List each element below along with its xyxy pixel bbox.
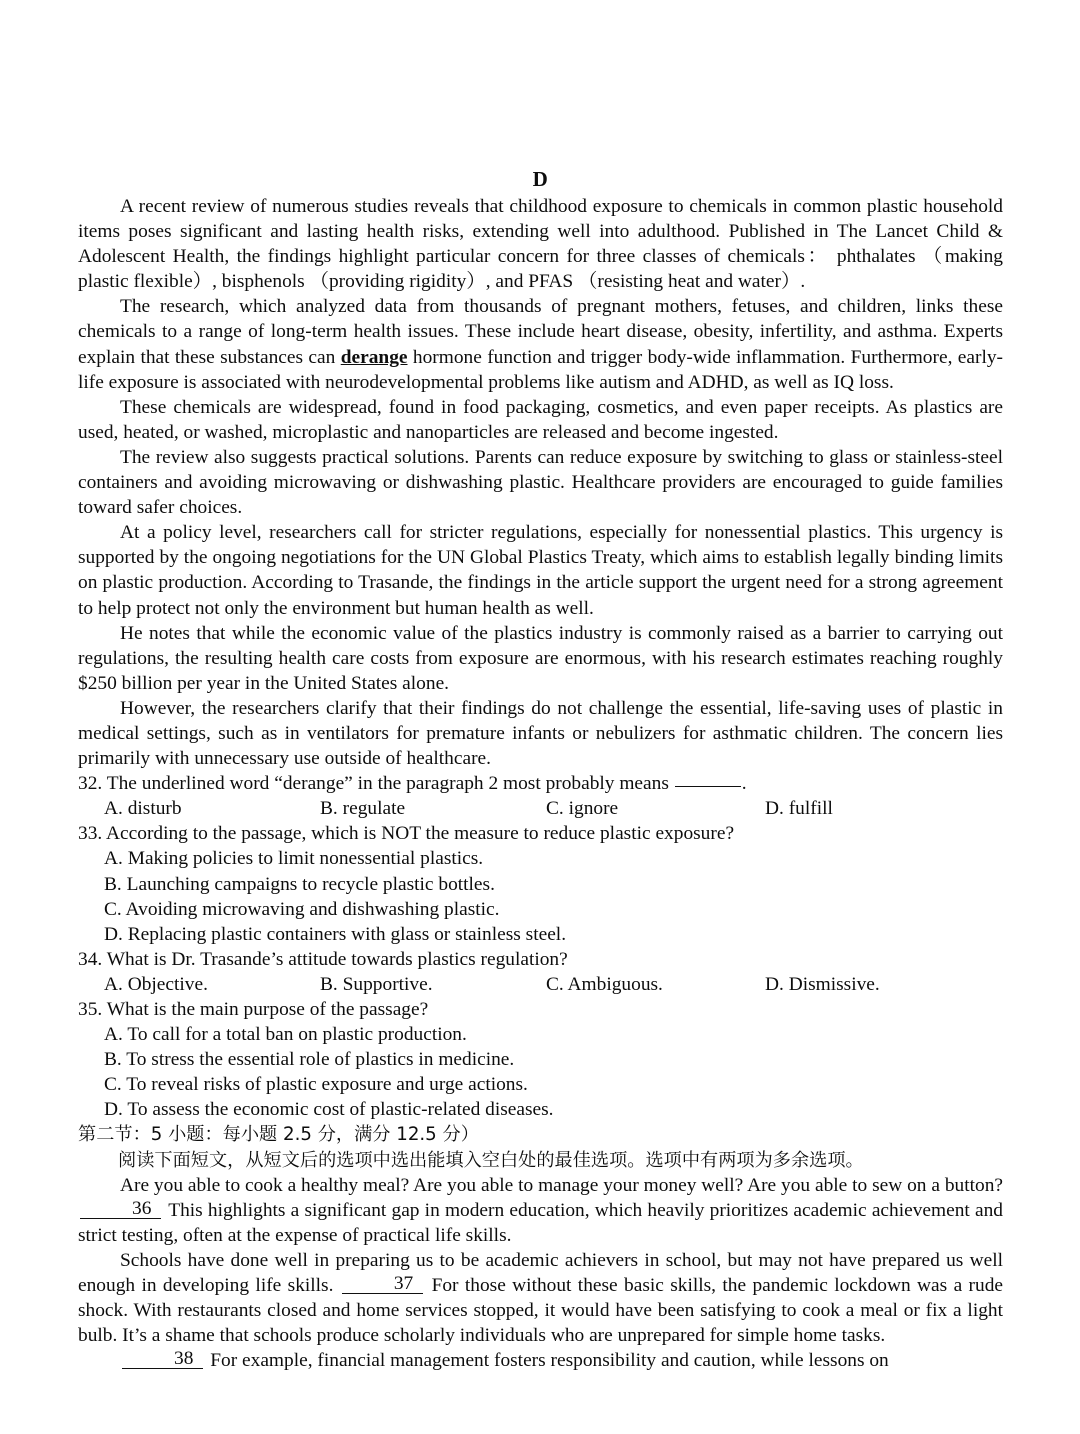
- blank-38[interactable]: 38: [122, 1349, 203, 1369]
- blank-36[interactable]: 36: [80, 1199, 161, 1219]
- page-content: [78, 166, 1003, 1373]
- question-33-option-b[interactable]: B. Launching campaigns to recycle plastic bottles.: [104, 873, 495, 895]
- question-33-options: [78, 846, 1003, 946]
- question-35-stem: [78, 997, 1003, 1022]
- section-two-paragraph-2-part1: Schools have done well in preparing us to be academic achievers in school, but may not have prepared us well enough in developing life skills.: [78, 1249, 1003, 1297]
- question-35-option-d[interactable]: D. To assess the economic cost of plastic-related diseases.: [104, 1099, 554, 1121]
- question-32-option-a[interactable]: A. disturb: [104, 798, 182, 820]
- question-32-option-c[interactable]: C. ignore: [546, 798, 619, 820]
- passage-paragraph-7: [78, 696, 1003, 771]
- passage-section-letter: D: [532, 167, 549, 191]
- paragraph-7-text: However, the researchers clarify that their findings do not challenge the essential, life-saving uses of plastic in medical settings, such as in ventilators for premature infants or nebulizers for asthmatic children. The concern lies primarily with unnecessary use outside of healthcare.: [78, 697, 1003, 770]
- paragraph-1-text: A recent review of numerous studies reveals that childhood exposure to chemicals in common plastic household items poses significant and lasting health risks, extending well into adulthood. Published in The Lancet Child & Adolescent Health, the findings highlight particular concern for three classes of chemicals： phthalates （making plastic flexible）, bisphenols （providing rigidity）, and PFAS （resisting heat and water）.: [78, 196, 1003, 293]
- paragraph-5-text: At a policy level, researchers call for stricter regulations, especially for nonessential plastics. This urgency is supported by the ongoing negotiations for the UN Global Plastics Treaty, which aims to establish legally binding limits on plastic production. According to Trasande, the findings in the article support the urgent need for a strong agreement to help protect not only the environment but human health as well.: [78, 522, 1003, 619]
- section-two-paragraph-1: [78, 1173, 1003, 1248]
- question-34-option-c[interactable]: C. Ambiguous.: [546, 973, 663, 995]
- question-33-stem: [78, 821, 1003, 846]
- section-two-paragraph-1-part2: This highlights a significant gap in modern education, which heavily prioritizes academic achievement and strict testing, often at the expense of practical life skills.: [78, 1199, 1003, 1246]
- question-32-options: [78, 796, 1003, 821]
- question-32-option-b[interactable]: B. regulate: [320, 798, 406, 820]
- question-33-number: 33.: [78, 823, 103, 845]
- passage-paragraph-4: [78, 445, 1003, 520]
- passage-paragraph-6: [78, 621, 1003, 696]
- question-34-number: 34.: [78, 948, 103, 970]
- underlined-word-derange: derange: [340, 346, 408, 368]
- question-33-stem-text: According to the passage, which is NOT the measure to reduce plastic exposure?: [106, 823, 735, 845]
- paragraph-3-text: These chemicals are widespread, found in food packaging, cosmetics, and even paper receipts. As plastics are used, heated, or washed, microplastic and nanoparticles are released and become ingested.: [78, 396, 1003, 443]
- question-33-option-d[interactable]: D. Replacing plastic containers with glass or stainless steel.: [104, 923, 567, 945]
- question-32-number: 32.: [78, 773, 103, 795]
- question-35-stem-text: What is the main purpose of the passage?: [106, 999, 429, 1020]
- passage-paragraph-2: [78, 294, 1003, 394]
- question-32-stem-text: The underlined word “derange” in the paragraph 2 most probably means: [106, 773, 674, 795]
- question-32-option-d[interactable]: D. fulfill: [765, 798, 833, 820]
- question-34-options: [78, 972, 1003, 997]
- section-two-instruction: 阅读下面短文，从短文后的选项中选出能填入空白处的最佳选项。选项中有两项为多余选项。: [118, 1149, 864, 1171]
- question-32-stem-tail: .: [741, 773, 747, 795]
- question-35-options: [78, 1022, 1003, 1122]
- question-33-option-c[interactable]: C. Avoiding microwaving and dishwashing plastic.: [104, 898, 500, 920]
- section-two-paragraph-2-part2: For those without these basic skills, the pandemic lockdown was a rude shock. With restaurants closed and home services stopped, it would have been satisfying to cook a meal or fix a light bulb. It’s a shame that schools produce scholarly individuals who are unprepared for simple home tasks.: [78, 1275, 1003, 1347]
- section-two-heading: 第二节：5 小题：每小题 2.5 分，满分 12.5 分）: [78, 1124, 479, 1146]
- question-35-option-a[interactable]: A. To call for a total ban on plastic production.: [104, 1024, 467, 1046]
- section-two-paragraph-2: [78, 1248, 1003, 1348]
- question-35-option-b[interactable]: B. To stress the essential role of plastics in medicine.: [104, 1049, 515, 1071]
- passage-paragraph-1: [78, 194, 1003, 294]
- section-two-paragraph-3: [78, 1348, 1003, 1373]
- question-34-option-b[interactable]: B. Supportive.: [320, 973, 433, 995]
- blank-37[interactable]: 37: [342, 1274, 423, 1294]
- paragraph-2-text-part2: hormone function and trigger body-wide inflammation. Furthermore, early-life exposure is associated with neurodevelopmental problems like autism and ADHD, as well as IQ loss.: [78, 346, 1003, 393]
- paragraph-6-text: He notes that while the economic value of the plastics industry is commonly raised as a barrier to carrying out regulations, the resulting health care costs from exposure are enormous, with his research estimates reaching roughly $250 billion per year in the United States alone.: [78, 622, 1003, 694]
- question-34-stem-text: What is Dr. Trasande’s attitude towards plastics regulation?: [106, 948, 568, 970]
- question-35-option-c[interactable]: C. To reveal risks of plastic exposure and urge actions.: [104, 1074, 528, 1096]
- passage-paragraph-5: [78, 520, 1003, 620]
- paragraph-4-text: The review also suggests practical solutions. Parents can reduce exposure by switching to glass or stainless-steel containers and avoiding microwaving or dishwashing plastic. Healthcare providers are encouraged to guide families toward safer choices.: [78, 446, 1003, 519]
- question-32-stem: [78, 771, 1003, 796]
- section-two-paragraph-3-part2: For example, financial management fosters responsibility and caution, while lessons on: [205, 1350, 889, 1372]
- question-34-stem: [78, 947, 1003, 972]
- question-34-option-d[interactable]: D. Dismissive.: [765, 973, 880, 995]
- question-34-option-a[interactable]: A. Objective.: [104, 973, 208, 995]
- question-32-answer-blank[interactable]: [675, 786, 741, 787]
- question-35-number: 35.: [78, 999, 103, 1020]
- paragraph-2-text-part1: The research, which analyzed data from thousands of pregnant mothers, fetuses, and children, links these chemicals to a range of long-term health issues. These include heart disease, obesity, infertility, and asthma. Experts explain that these substances can: [78, 296, 1003, 368]
- passage-paragraph-3: [78, 395, 1003, 445]
- question-33-option-a[interactable]: A. Making policies to limit nonessential plastics.: [104, 848, 484, 870]
- section-two-paragraph-1-part1: Are you able to cook a healthy meal? Are you able to manage your money well? Are you able to sew on a button?: [120, 1174, 1003, 1196]
